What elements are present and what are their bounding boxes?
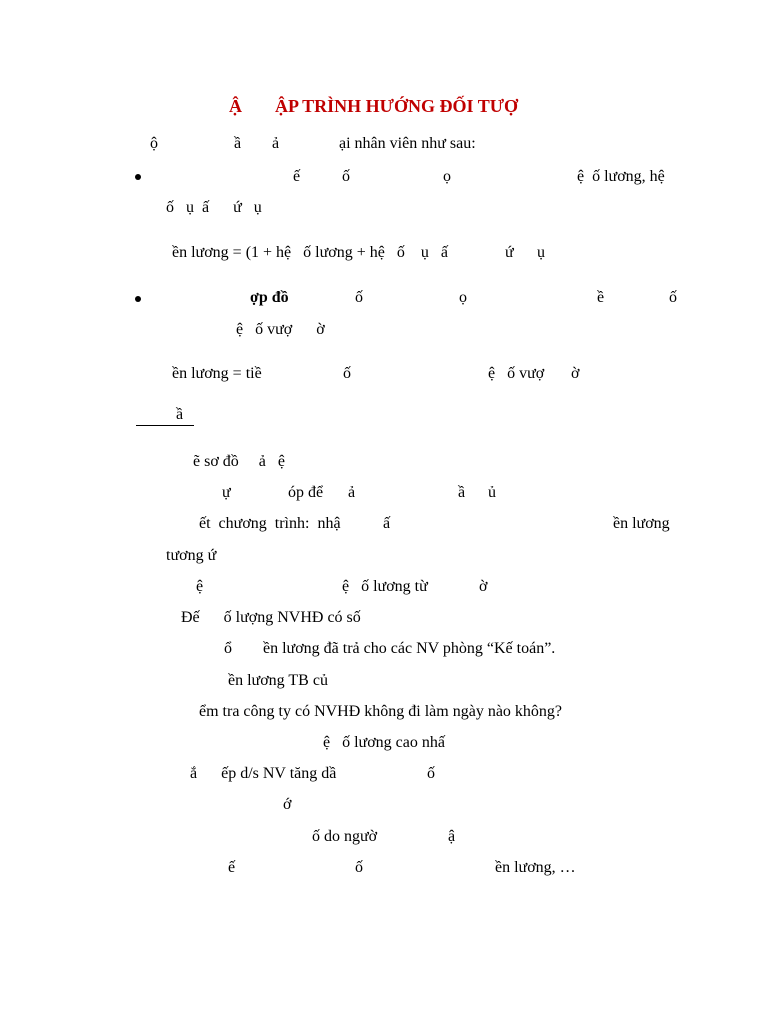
task-13-fragment-1: ố do ngườ xyxy=(312,828,378,845)
item2-line1-fragment-1: ợp đồ xyxy=(250,289,289,306)
item1-formula-fragment-1: ền lương = (1 + hệ ố lương + hệ ố ụ ấ xyxy=(172,244,448,261)
item1-line1-fragment-2: ố xyxy=(342,168,350,185)
task-10-fragment-1: ệ ố lương cao nhấ xyxy=(323,734,445,751)
item2-line1-fragment-3: ọ xyxy=(459,289,467,306)
item2-formula-fragment-2: ố xyxy=(343,365,351,382)
task-14-fragment-2: ố xyxy=(355,859,363,876)
task-11-fragment-1: ắ ếp d/s NV tăng dầ xyxy=(190,765,337,782)
bullet-2 xyxy=(135,296,141,302)
task-9-fragment-1: ểm tra công ty có NVHĐ không đi làm ngày nào không? xyxy=(199,703,563,720)
item1-line1-fragment-4: ệ ố lương, hệ xyxy=(577,168,665,185)
task-2-fragment-4: ầ xyxy=(458,484,466,501)
section-heading: ầ xyxy=(176,406,184,423)
item2-formula-fragment-1: ền lương = tiề xyxy=(172,365,262,382)
task-7-fragment-1: ổ xyxy=(224,640,232,657)
item2-line1-fragment-4: ề xyxy=(597,289,605,306)
item1-formula-fragment-3: ụ xyxy=(537,244,545,261)
task-5-fragment-2: ệ ố lương từ xyxy=(342,578,428,595)
task-6-fragment-1: Đế ố lượng NVHĐ có số xyxy=(181,609,361,626)
task-2-fragment-1: ự xyxy=(222,484,231,501)
intro-fragment-1: ộ xyxy=(150,135,158,152)
task-4-fragment-1: tương ứ xyxy=(166,547,217,564)
task-2-fragment-3: ả xyxy=(348,484,356,501)
task-11-fragment-2: ố xyxy=(427,765,435,782)
task-2-fragment-5: ủ xyxy=(488,484,496,501)
item2-line1-fragment-2: ố xyxy=(355,289,363,306)
task-8-fragment-1: ền lương TB củ xyxy=(228,672,328,689)
title-fragment-1: Ậ xyxy=(229,96,242,116)
task-3-fragment-3: ền lương xyxy=(613,515,670,532)
task-7-fragment-2: ền lương đã trả cho các NV phòng “Kế toán”. xyxy=(263,640,556,657)
item2-formula-fragment-3: ệ ố vượ xyxy=(488,365,545,382)
item1-line2: ố ụ ấ ứ ụ xyxy=(166,199,262,216)
task-14-fragment-1: ế xyxy=(228,859,236,876)
task-1-fragment-1: ẽ sơ đồ ả ệ xyxy=(193,453,285,470)
task-5-fragment-1: ệ xyxy=(196,578,204,595)
intro-fragment-2: ầ xyxy=(234,135,242,152)
task-13-fragment-2: ậ xyxy=(448,828,456,845)
task-3-fragment-2: ấ xyxy=(383,515,391,532)
item1-line1-fragment-3: ọ xyxy=(443,168,451,185)
task-3-fragment-1: ết chương trình: nhậ xyxy=(199,515,341,532)
intro-fragment-4: ại nhân viên như sau: xyxy=(339,135,476,152)
item2-line1-fragment-5: ố xyxy=(669,289,677,306)
item2-line2: ệ ố vượ ờ xyxy=(236,321,325,338)
task-2-fragment-2: óp để xyxy=(288,484,324,501)
intro-fragment-3: ả xyxy=(272,135,280,152)
bullet-1 xyxy=(135,174,141,180)
item1-formula-fragment-2: ứ xyxy=(505,244,514,261)
item2-formula-fragment-4: ờ xyxy=(571,365,580,382)
item1-line1-fragment-1: ế xyxy=(293,168,301,185)
section-heading-underline xyxy=(136,425,194,426)
task-14-fragment-3: ền lương, … xyxy=(495,859,576,876)
task-12-fragment-1: ớ xyxy=(283,796,292,813)
title-fragment-2: ẬP TRÌNH HƯỚNG ĐỐI TƯỢ xyxy=(275,96,519,116)
task-5-fragment-3: ờ xyxy=(479,578,488,595)
